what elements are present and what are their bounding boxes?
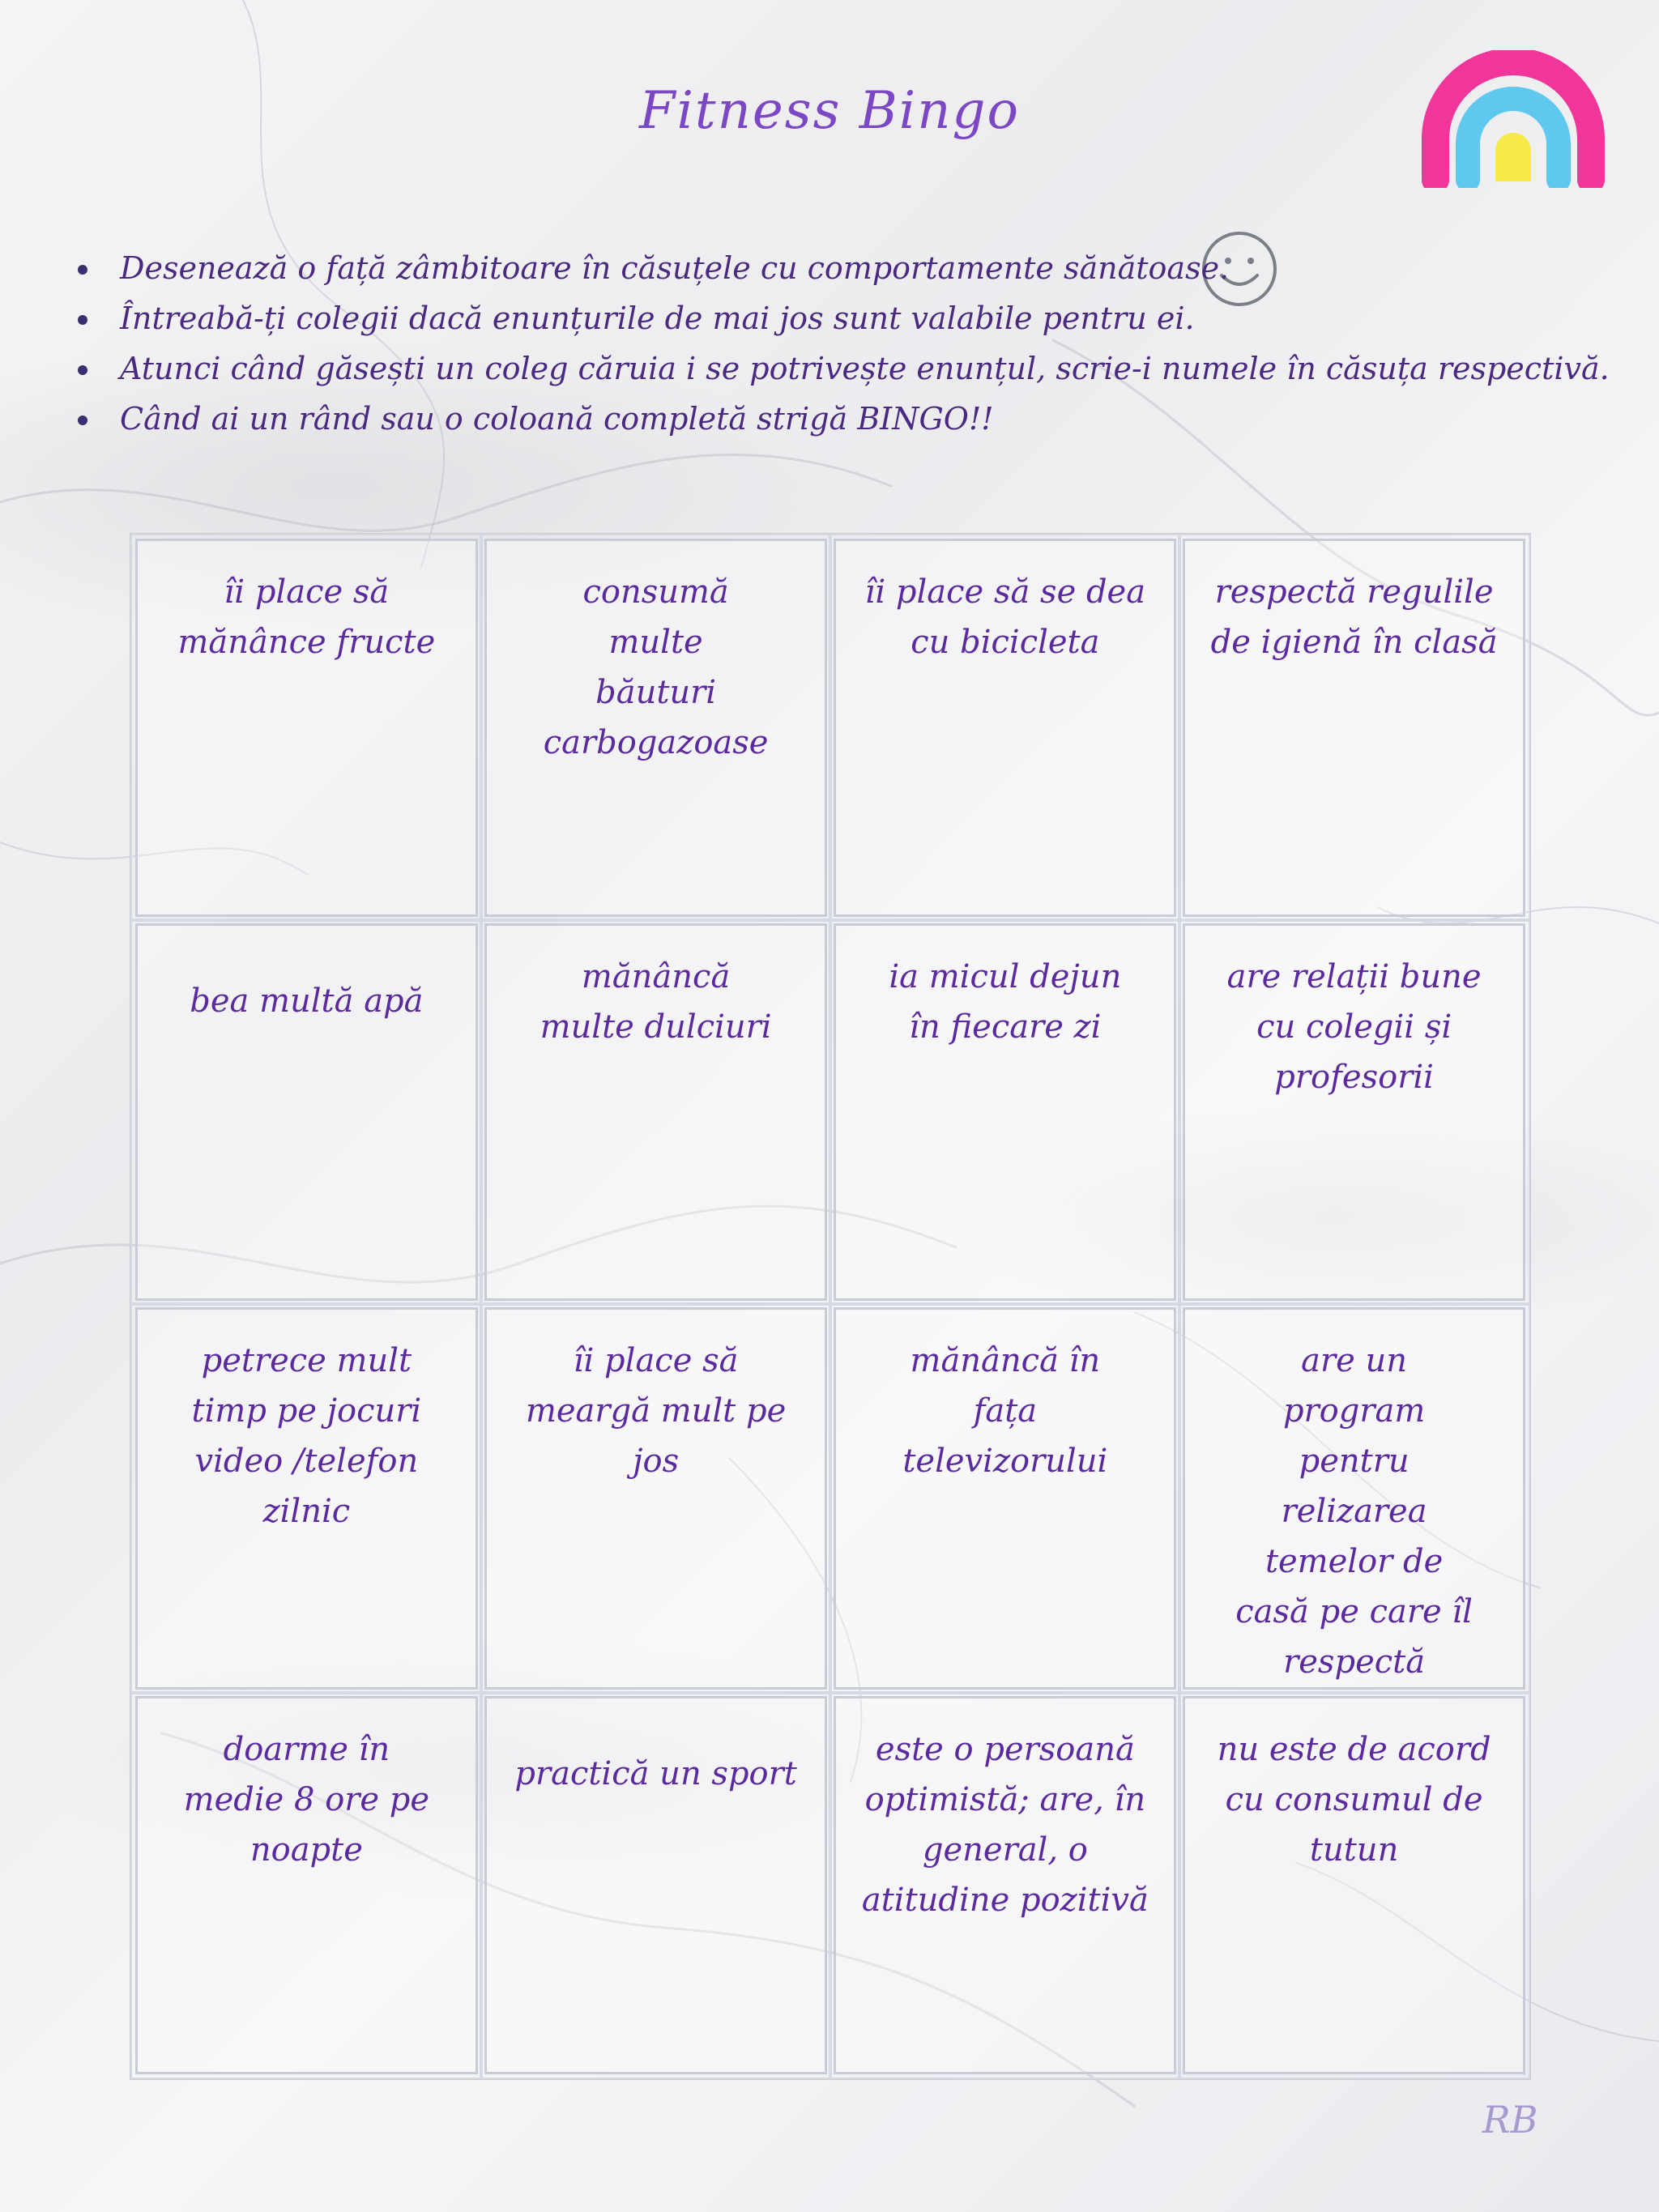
bingo-cell-text: doarme în medie 8 ore pe noapte bbox=[183, 1731, 430, 1869]
instruction-text: Desenează o față zâmbitoare în căsuțele cu comportamente sănătoase. bbox=[120, 250, 1230, 286]
bingo-cell-text: petrece mult timp pe jocuri video /telefon zilnic bbox=[191, 1342, 422, 1531]
rainbow-icon bbox=[1419, 50, 1607, 188]
author-signature: RB bbox=[1482, 2098, 1538, 2142]
bingo-cell[interactable] bbox=[834, 923, 1176, 1302]
bullet bbox=[78, 365, 87, 375]
instruction-item bbox=[73, 243, 1610, 293]
bingo-cell-text: ia micul dejun în fiecare zi bbox=[889, 957, 1122, 1046]
instruction-item bbox=[73, 293, 1610, 343]
bingo-cell-text: practică un sport bbox=[514, 1755, 797, 1793]
bingo-cell-text: este o persoană optimistă; are, în general, o atitudine pozitivă bbox=[861, 1731, 1149, 1920]
bingo-cell[interactable] bbox=[135, 539, 478, 917]
bingo-cell[interactable] bbox=[484, 1307, 828, 1690]
instruction-item bbox=[73, 394, 1610, 444]
bingo-cell-text: îi place să mănânce fructe bbox=[177, 573, 436, 661]
bingo-cell[interactable] bbox=[834, 539, 1176, 917]
bingo-cell-text: îi place să meargă mult pe jos bbox=[525, 1342, 787, 1481]
bingo-cell-text: bea multă apă bbox=[190, 982, 424, 1020]
bingo-cell[interactable] bbox=[135, 1696, 478, 2074]
bingo-cell-text: mănâncă în fața televizorului bbox=[902, 1342, 1108, 1481]
bingo-cell[interactable] bbox=[1183, 1696, 1525, 2074]
bingo-cell[interactable] bbox=[1183, 923, 1525, 1302]
bingo-cell[interactable] bbox=[834, 1696, 1176, 2074]
bingo-cell[interactable] bbox=[484, 923, 828, 1302]
instructions-list bbox=[73, 243, 1610, 444]
bingo-cell-text: respectă regulile de igienă în clasă bbox=[1210, 573, 1498, 661]
bullet bbox=[78, 315, 87, 325]
bingo-cell[interactable] bbox=[1183, 1307, 1525, 1690]
bingo-grid bbox=[130, 533, 1531, 2080]
bingo-cell[interactable] bbox=[135, 923, 478, 1302]
bingo-cell-text: consumă multe băuturi carbogazoase bbox=[543, 573, 769, 761]
bingo-cell[interactable] bbox=[135, 1307, 478, 1690]
bingo-cell-text: mănâncă multe dulciuri bbox=[539, 957, 772, 1046]
bingo-cell[interactable] bbox=[484, 1696, 828, 2074]
bullet bbox=[78, 416, 87, 425]
bingo-cell[interactable] bbox=[834, 1307, 1176, 1690]
bingo-cell-text: are relații bune cu colegii și profesorii bbox=[1226, 957, 1482, 1096]
bingo-cell[interactable] bbox=[1183, 539, 1525, 917]
bingo-cell-text: îi place să se dea cu bicicleta bbox=[864, 573, 1146, 661]
instruction-text: Atunci când găsești un coleg căruia i se potrivește enunțul, scrie-i numele în căsuța respectivă. bbox=[120, 351, 1610, 386]
instruction-text: Când ai un rând sau o coloană completă strigă BINGO!! bbox=[120, 401, 994, 437]
bullet bbox=[78, 265, 87, 275]
page-title: Fitness Bingo bbox=[639, 81, 1020, 141]
bingo-cell-text: are un program pentru relizarea temelor de casă pe care îl respectă bbox=[1235, 1342, 1473, 1681]
instruction-item bbox=[73, 343, 1610, 394]
instruction-text: Întreabă-ți colegii dacă enunțurile de mai jos sunt valabile pentru ei. bbox=[120, 300, 1195, 336]
bingo-cell[interactable] bbox=[484, 539, 828, 917]
bingo-cell-text: nu este de acord cu consumul de tutun bbox=[1217, 1731, 1491, 1869]
